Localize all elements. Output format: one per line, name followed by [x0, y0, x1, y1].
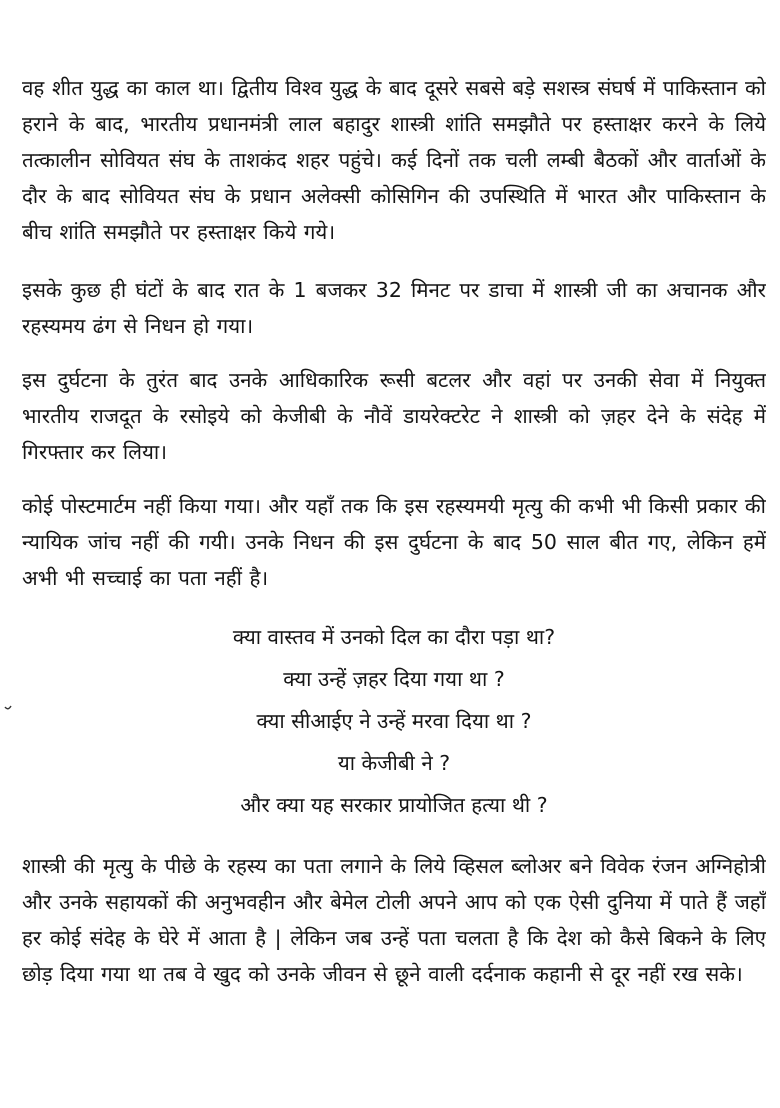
paragraph-death: इसके कुछ ही घंटों के बाद रात के 1 बजकर 32 मिनट पर डाचा में शास्त्री जी का अचानक और रहस्यमय ढंग से निधन हो गया।	[22, 278, 766, 338]
question-item: क्या उन्हें ज़हर दिया गया था ?	[283, 667, 505, 691]
question-item: या केजीबी ने ?	[337, 751, 451, 775]
question-item: क्या सीआईए ने उन्हें मरवा दिया था ?	[256, 709, 532, 733]
question-list	[22, 616, 766, 826]
scan-mark	[4, 704, 12, 712]
paragraph-arrest: इस दुर्घटना के तुरंत बाद उनके आधिकारिक रूसी बटलर और वहां पर उनकी सेवा में नियुक्त भारतीय राजदूत के रसोइये को केजीबी के नौवें डायरेक्टरेट ने शास्त्री को ज़हर देने के संदेह में गिरफ्तार कर लिया।	[22, 368, 766, 464]
question-item: और क्या यह सरकार प्रायोजित हत्या थी ?	[240, 793, 548, 817]
paragraph-no-postmortem: कोई पोस्टमार्टम नहीं किया गया। और यहाँ तक कि इस रहस्यमयी मृत्यु की कभी भी किसी प्रकार की न्यायिक जांच नहीं की गयी। उनके निधन की इस दुर्घटना के बाद 50 साल बीत गए, लेकिन हमें अभी भी सच्चाई का पता नहीं है।	[22, 494, 766, 590]
paragraph-intro: वह शीत युद्ध का काल था। द्वितीय विश्व युद्ध के बाद दूसरे सबसे बड़े सशस्त्र संघर्ष में पाकिस्तान को हराने के बाद, भारतीय प्रधानमंत्री लाल बहादुर शास्त्री शांति समझौते पर हस्ताक्षर करने के लिये तत्कालीन सोवियत संघ के ताशकंद शहर पहुंचे। कई दिनों तक चली लम्बी बैठकों और वार्ताओं के दौर के बाद सोवियत संघ के प्रधान अलेक्सी कोसिगिन की उपस्थिति में भारत और पाकिस्तान के बीच शांति समझौते पर हस्ताक्षर किये गये।	[22, 76, 766, 244]
question-item: क्या वास्तव में उनको दिल का दौरा पड़ा था?	[232, 625, 556, 649]
document-page	[22, 70, 766, 1090]
paragraph-closing: शास्त्री की मृत्यु के पीछे के रहस्य का पता लगाने के लिये व्हिसल ब्लोअर बने विवेक रंजन अग्निहोत्री और उनके सहायकों की अनुभवहीन और बेमेल टोली अपने आप को एक ऐसी दुनिया में पाते हैं जहाँ हर कोई संदेह के घेरे में आता है | लेकिन जब उन्हें पता चलता है कि देश को कैसे बिकने के लिए छोड़ दिया गया था तब वे खुद को उनके जीवन से छूने वाली दर्दनाक कहानी से दूर नहीं रख सके।	[22, 854, 766, 986]
